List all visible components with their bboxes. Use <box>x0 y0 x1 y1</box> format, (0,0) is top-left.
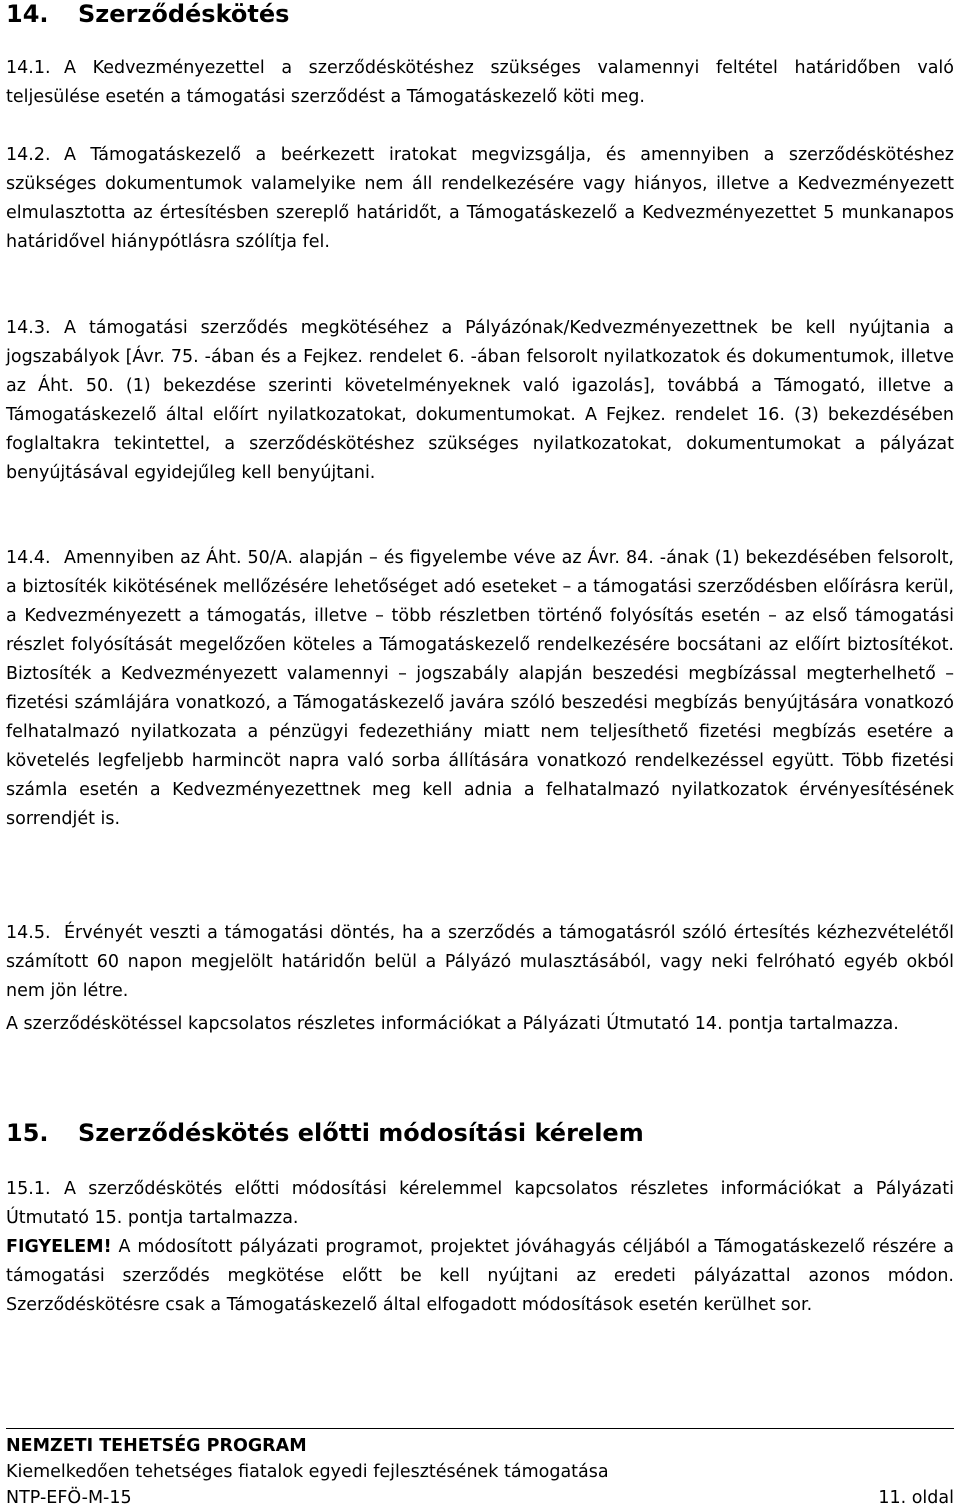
paragraph-text: A Támogatáskezelő a beérkezett iratokat megvizsgálja, és amennyiben a szerződéskötéshez szükséges dokumentumok valamelyike nem áll rendelkezésére vagy hiányos, illetve a Kedvezményezett elmulasztotta az értesítésben szereplő határidőt, a Támogatáskezelő a Kedvezményezettet 5 munkanapos határidővel hiánypótlásra szólítja fel. <box>6 145 954 252</box>
footer-program: NEMZETI TEHETSÉG PROGRAM <box>6 1436 307 1456</box>
paragraph-text: Érvényét veszti a támogatási döntés, ha a szerződés a támogatásról szóló értesítés kézhezvételétől számított 60 napon megjelölt határidőn belül a Pályázó mulasztásából, vagy neki felróható egyéb okból nem jön létre. <box>6 923 954 1001</box>
paragraph-14-4 <box>6 544 954 834</box>
warning-label: FIGYELEM! <box>6 1237 112 1257</box>
paragraph-number: 14.4. <box>6 548 51 568</box>
section-number: 15. <box>6 1119 49 1147</box>
section-title: Szerződéskötés előtti módosítási kérelem <box>78 1119 644 1147</box>
footer-code: NTP-EFÖ-M-15 <box>6 1488 132 1508</box>
paragraph-text: A Kedvezményezettel a szerződéskötéshez szükséges valamennyi feltétel határidőben való teljesülése esetén a támogatási szerződést a Támogatáskezelő köti meg. <box>6 58 954 107</box>
warning-paragraph <box>6 1233 954 1320</box>
footer-meta-row <box>6 1485 954 1511</box>
paragraph-15-1 <box>6 1175 954 1233</box>
paragraph-number: 14.2. <box>6 145 51 165</box>
paragraph-14-5 <box>6 919 954 1006</box>
paragraph-text: A szerződéskötés előtti módosítási kérelemmel kapcsolatos részletes információkat a Pályázati Útmutató 15. pontja tartalmazza. <box>6 1179 954 1228</box>
paragraph-number: 15.1. <box>6 1179 51 1199</box>
paragraph-14-1 <box>6 54 954 112</box>
section-title: Szerződéskötés <box>78 0 290 28</box>
section-14-heading <box>6 0 289 28</box>
section-15-heading <box>6 1119 644 1147</box>
paragraph-14-2 <box>6 141 954 257</box>
footer-subtitle: Kiemelkedően tehetséges fiatalok egyedi fejlesztésének támogatása <box>6 1462 609 1482</box>
paragraph-text: Amennyiben az Áht. 50/A. alapján – és figyelembe véve az Ávr. 84. -ának (1) bekezdésében felsorolt, a biztosíték kikötésének mellőzésére lehetőséget adó eseteket – a támogatási szerződésben előírásra kerül, a Kedvezményezett a támogatás, illetve – több részletben történő folyósítás esetén – az első támogatási részlet folyósítását megelőzően köteles a Támogatáskezelő rendelkezésére bocsátani az előírt biztosítékot. Biztosíték a Kedvezményezett valamennyi – jogszabály alapján beszedési megbízással megterhelhető – fizetési számlájára vonatkozó, a Támogatáskezelő javára szóló beszedési megbízás benyújtására vonatkozó felhatalmazó nyilatkozata a pénzügyi fedezethiány miatt nem teljesíthető fizetési megbízás esetére a követelés legfeljebb harmincöt napra való sorba állítására vonatkozó rendelkezéssel együtt. Több fizetési számla esetén a Kedvezményezettnek meg kell adnia a felhatalmazó nyilatkozatok érvényesítésének sorrendjét is. <box>6 548 954 829</box>
paragraph-14-3 <box>6 314 954 488</box>
warning-text: A módosított pályázati programot, projektet jóváhagyás céljából a Támogatáskezelő részére a támogatási szerződés megkötése előtt be kell nyújtani az eredeti pályázattal azonos módon. Szerződéskötésre csak a Támogatáskezelő által elfogadott módosítások esetén kerülhet sor. <box>6 1237 954 1315</box>
paragraph-number: 14.1. <box>6 58 51 78</box>
footer-divider <box>6 1428 954 1429</box>
page-footer <box>6 1428 954 1511</box>
paragraph-text: A támogatási szerződés megkötéséhez a Pályázónak/Kedvezményezettnek be kell nyújtania a jogszabályok [Ávr. 75. -ában és a Fejkez. rendelet 6. -ában felsorolt nyilatkozatok és dokumentumok, illetve az Áht. 50. (1) bekezdése szerinti követelményeknek való igazolás], továbbá a Támogató, illetve a Támogatáskezelő által előírt nyilatkozatokat, dokumentumokat. A Fejkez. rendelet 16. (3) bekezdésében foglaltakra tekintettel, a szerződéskötéshez szükséges nyilatkozatokat, dokumentumokat a pályázat benyújtásával egyidejűleg kell benyújtani. <box>6 318 954 483</box>
paragraph-number: 14.3. <box>6 318 51 338</box>
paragraph-number: 14.5. <box>6 923 51 943</box>
page-number: 11. oldal <box>878 1488 954 1508</box>
section-number: 14. <box>6 0 49 28</box>
paragraph-14-5-note: A szerződéskötéssel kapcsolatos részletes információkat a Pályázati Útmutató 14. pontja tartalmazza. <box>6 1014 899 1034</box>
